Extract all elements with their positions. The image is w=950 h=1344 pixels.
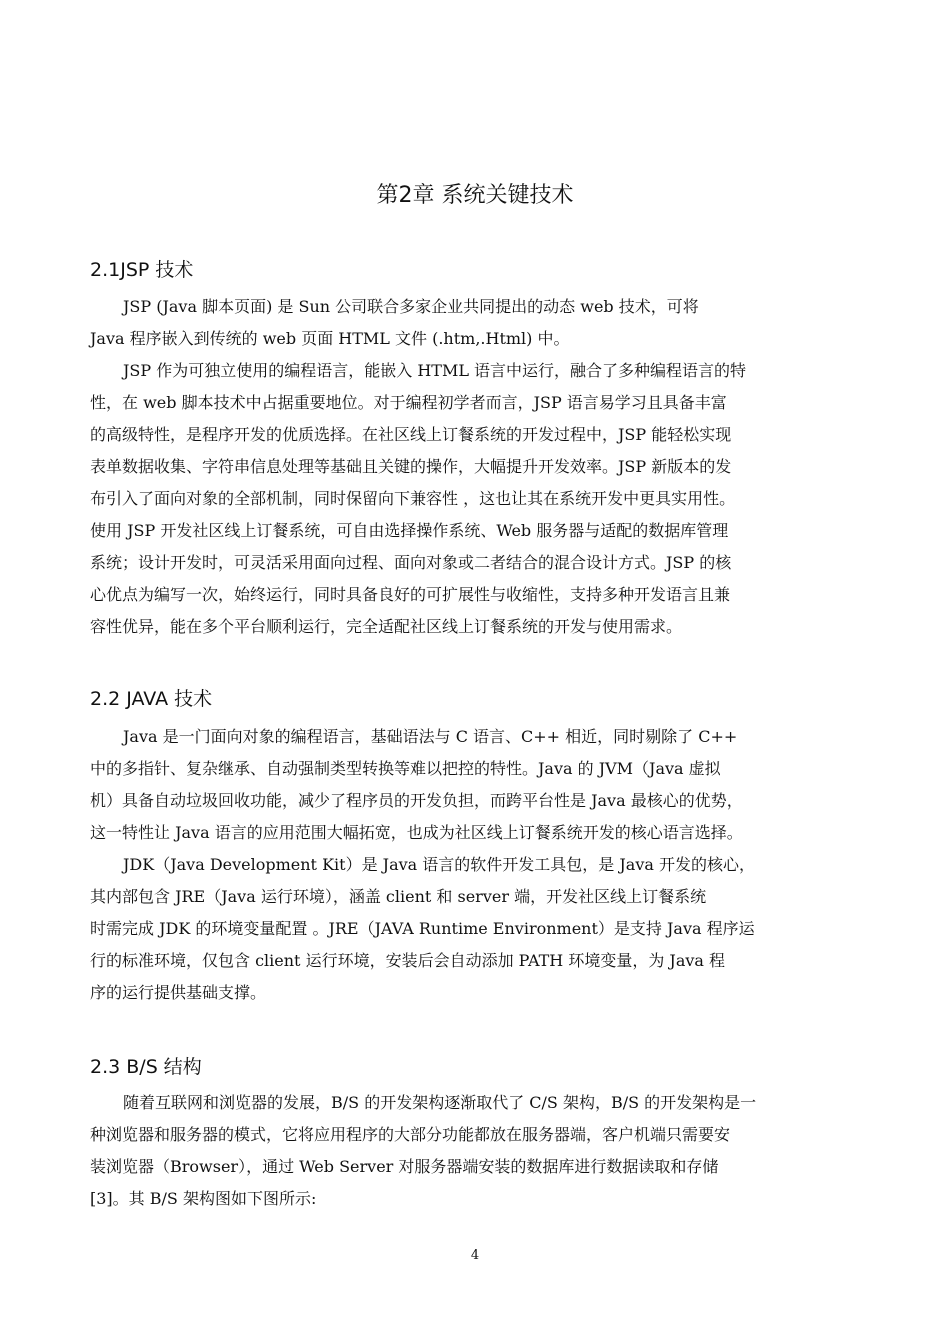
paragraph-jsp-features <box>90 355 860 643</box>
text-line: 中的多指针、复杂继承、自动强制类型转换等难以把控的特性。Java 的 JVM（Java 虚拟 <box>90 759 721 778</box>
text-line: JSP (Java 脚本页面) 是 Sun 公司联合多家企业共同提出的动态 web 技术，可将 <box>123 297 699 316</box>
section-heading-2-1: 2.1JSP 技术 <box>90 259 194 281</box>
text-line: 行的标准环境，仅包含 client 运行环境，安装后会自动添加 PATH 环境变量，为 Java 程 <box>90 951 726 970</box>
text-line: 布引入了面向对象的全部机制，同时保留向下兼容性 ，这也让其在系统开发中更具实用性。 <box>90 489 736 508</box>
chapter-title: 第2章 系统关键技术 <box>376 183 574 208</box>
text-line: Java 是一门面向对象的编程语言，基础语法与 C 语言、C++ 相近，同时剔除了 C++ <box>123 727 738 746</box>
text-line: Java 程序嵌入到传统的 web 页面 HTML 文件 (.htm,.Html) 中。 <box>90 329 570 348</box>
text-line: 的高级特性，是程序开发的优质选择。在社区线上订餐系统的开发过程中，JSP 能轻松实现 <box>90 425 732 444</box>
paragraph-java-intro <box>90 721 860 849</box>
text-line: 使用 JSP 开发社区线上订餐系统，可自由选择操作系统、Web 服务器与适配的数据库管理 <box>90 521 729 540</box>
text-line: JSP 作为可独立使用的编程语言，能嵌入 HTML 语言中运行，融合了多种编程语言的特 <box>123 361 747 380</box>
text-line: 随着互联网和浏览器的发展，B/S 的开发架构逐渐取代了 C/S 架构，B/S 的开发架构是一 <box>123 1093 757 1112</box>
text-line: 其内部包含 JRE（Java 运行环境），涵盖 client 和 server 端，开发社区线上订餐系统 <box>90 887 707 906</box>
paragraph-jsp-intro <box>90 291 860 355</box>
text-line: 种浏览器和服务器的模式，它将应用程序的大部分功能都放在服务器端，客户机端只需要安 <box>90 1125 731 1144</box>
text-line: JDK（Java Development Kit）是 Java 语言的软件开发工具包，是 Java 开发的核心， <box>123 855 755 874</box>
text-line: 机）具备自动垃圾回收功能，减少了程序员的开发负担，而跨平台性是 Java 最核心的优势， <box>90 791 743 810</box>
text-line: 性，在 web 脚本技术中占据重要地位。对于编程初学者而言，JSP 语言易学习且具备丰富 <box>90 393 727 412</box>
section-heading-2-3: 2.3 B/S 结构 <box>90 1056 202 1078</box>
text-line: 系统；设计开发时，可灵活采用面向过程、面向对象或二者结合的混合设计方式。JSP 的核 <box>90 553 732 572</box>
section-heading-2-2: 2.2 JAVA 技术 <box>90 688 213 710</box>
text-line: [3]。其 B/S 架构图如下图所示: <box>90 1189 317 1208</box>
page-number: 4 <box>470 1248 480 1263</box>
paragraph-bs <box>90 1087 860 1215</box>
paragraph-jdk <box>90 849 860 1009</box>
text-line: 表单数据收集、字符串信息处理等基础且关键的操作，大幅提升开发效率。JSP 新版本的发 <box>90 457 732 476</box>
text-line: 时需完成 JDK 的环境变量配置 。JRE（JAVA Runtime Environment）是支持 Java 程序运 <box>90 919 755 938</box>
text-line: 心优点为编写一次，始终运行，同时具备良好的可扩展性与收缩性，支持多种开发语言且兼 <box>90 585 731 604</box>
text-line: 装浏览器（Browser），通过 Web Server 对服务器端安装的数据库进行数据读取和存储 <box>90 1157 719 1176</box>
text-line: 序的运行提供基础支撑。 <box>90 983 267 1002</box>
text-line: 这一特性让 Java 语言的应用范围大幅拓宽，也成为社区线上订餐系统开发的核心语言选择。 <box>90 823 743 842</box>
text-line: 容性优异，能在多个平台顺利运行，完全适配社区线上订餐系统的开发与使用需求。 <box>90 617 683 636</box>
